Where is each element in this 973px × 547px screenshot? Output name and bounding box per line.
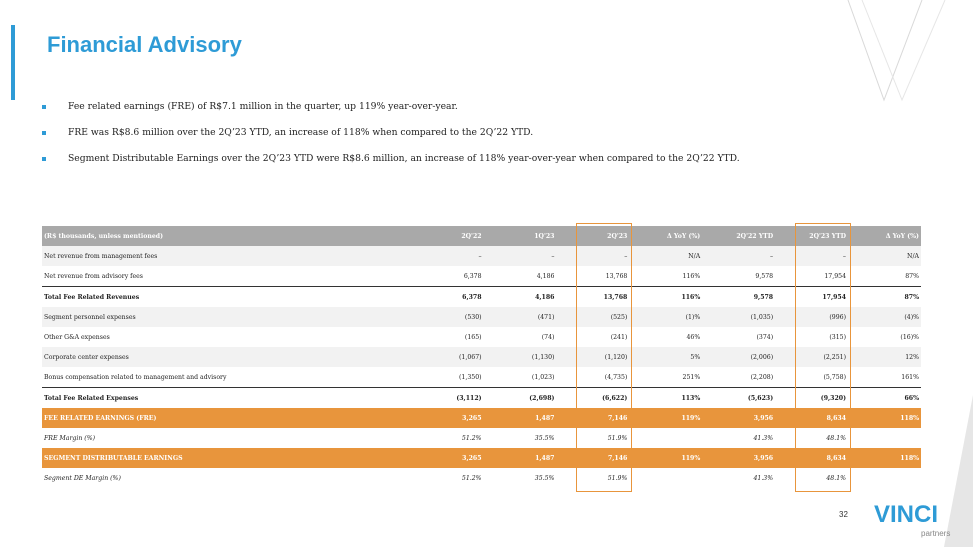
row-label: Net revenue from advisory fees	[44, 272, 143, 280]
table-row	[42, 448, 921, 468]
table-cell: 113%	[629, 388, 702, 409]
table-cell: (1,130)	[484, 347, 557, 367]
table-cell: 8,634	[775, 448, 848, 468]
table-cell: 87%	[905, 272, 919, 280]
table-cell: 51.2%	[461, 434, 482, 442]
table-cell: 66%	[848, 388, 921, 409]
table-cell: 51.9%	[607, 434, 628, 442]
table-cell: 35.5%	[534, 434, 555, 442]
table-cell: (5,623)	[702, 388, 775, 409]
table-cell	[848, 428, 921, 448]
table-cell: 41.3%	[753, 474, 774, 482]
table-cell: 8,634	[775, 408, 848, 428]
table-cell: 4,186	[536, 272, 555, 280]
table-cell: –	[411, 246, 484, 266]
table-cell	[629, 468, 702, 488]
table-cell: (74)	[541, 333, 555, 341]
table-row	[42, 428, 921, 448]
table-row	[42, 266, 921, 287]
table-cell: (525)	[556, 307, 629, 327]
table-cell: –	[702, 246, 775, 266]
table-row	[42, 246, 921, 266]
table-cell: (1,067)	[411, 347, 484, 367]
table-row	[42, 468, 921, 488]
table-cell: 161%	[901, 373, 919, 381]
table-cell: 4,186	[484, 287, 557, 308]
row-label: Corporate center expenses	[42, 347, 411, 367]
table-header-row	[42, 226, 921, 246]
table-cell: 1,487	[484, 448, 557, 468]
table-cell	[629, 428, 702, 448]
table-cell: 17,954	[775, 287, 848, 308]
financial-table	[42, 226, 921, 488]
table-cell: (1,120)	[556, 347, 629, 367]
table-cell: (530)	[411, 307, 484, 327]
row-label: SEGMENT DISTRIBUTABLE EARNINGS	[42, 448, 411, 468]
table-cell: (5,758)	[823, 373, 847, 381]
table-cell: (315)	[829, 333, 847, 341]
table-cell: (4,735)	[604, 373, 628, 381]
bullet-item: Segment Distributable Earnings over the 2Q’23 YTD were R$8.6 million, an increase of 118% year-over-year when compared to the 2Q’22 YTD.	[42, 153, 740, 179]
table-cell: 116%	[629, 287, 702, 308]
bullet-list	[42, 101, 740, 179]
table-row	[42, 347, 921, 367]
header-cell: 2Q'23	[556, 226, 629, 246]
table-cell: (1,023)	[531, 373, 555, 381]
table-cell: (6,622)	[556, 388, 629, 409]
table-cell: 5%	[629, 347, 702, 367]
table-cell: 12%	[848, 347, 921, 367]
table-cell	[848, 468, 921, 488]
row-label: Total Fee Related Revenues	[42, 287, 411, 308]
table-cell: 6,378	[463, 272, 482, 280]
header-cell: 1Q'23	[484, 226, 557, 246]
table-cell: 17,954	[824, 272, 847, 280]
table-cell: 7,146	[556, 408, 629, 428]
table-cell: (471)	[484, 307, 557, 327]
header-cell: 2Q'23 YTD	[775, 226, 848, 246]
table-cell: (1)%	[629, 307, 702, 327]
row-label: Bonus compensation related to management and advisory	[44, 373, 227, 381]
table-cell: –	[775, 246, 848, 266]
table-row	[42, 388, 921, 409]
table-row	[42, 287, 921, 308]
table-row	[42, 367, 921, 388]
bullet-item: Fee related earnings (FRE) of R$7.1 million in the quarter, up 119% year-over-year.	[42, 101, 740, 127]
table-cell: (3,112)	[411, 388, 484, 409]
table-cell: –	[484, 246, 557, 266]
table-cell: 13,768	[556, 287, 629, 308]
table-cell: (374)	[756, 333, 774, 341]
table-cell: 3,265	[411, 448, 484, 468]
table-cell: 41.3%	[753, 434, 774, 442]
header-cell: Δ YoY (%)	[629, 226, 702, 246]
table-cell: 35.5%	[534, 474, 555, 482]
table-cell: 118%	[848, 448, 921, 468]
table-cell: 48.1%	[826, 474, 847, 482]
table-cell: (2,006)	[702, 347, 775, 367]
table-cell: –	[556, 246, 629, 266]
row-label: FEE RELATED EARNINGS (FRE)	[42, 408, 411, 428]
table-cell: 9,578	[702, 287, 775, 308]
table-row	[42, 408, 921, 428]
table-cell: (1,350)	[459, 373, 482, 381]
table-cell: N/A	[848, 246, 921, 266]
table-cell: 119%	[629, 408, 702, 428]
table-cell: (2,208)	[750, 373, 774, 381]
table-cell: (2,698)	[484, 388, 557, 409]
page-title: Financial Advisory	[47, 32, 242, 57]
table-cell: (996)	[775, 307, 848, 327]
table-cell: 13,768	[605, 272, 628, 280]
header-cell: 2Q'22	[411, 226, 484, 246]
table-cell: N/A	[629, 246, 702, 266]
table-cell: 119%	[629, 448, 702, 468]
table-cell: 3,956	[702, 448, 775, 468]
row-label: Segment personnel expenses	[42, 307, 411, 327]
header-cell: (R$ thousands, unless mentioned)	[42, 226, 411, 246]
table-cell: 118%	[848, 408, 921, 428]
table-cell: (1,035)	[702, 307, 775, 327]
row-label: Segment DE Margin (%)	[44, 474, 121, 482]
header-cell: 2Q'22 YTD	[702, 226, 775, 246]
table-cell: 3,265	[411, 408, 484, 428]
row-label: Net revenue from management fees	[42, 246, 411, 266]
vinci-logo: VINCI	[874, 501, 939, 528]
table-cell: 6,378	[411, 287, 484, 308]
table-cell: 9,578	[755, 272, 774, 280]
table-row	[42, 327, 921, 347]
table-cell: (4)%	[848, 307, 921, 327]
page-number: 32	[839, 510, 848, 519]
header-cell: Δ YoY (%)	[848, 226, 921, 246]
table-cell: 251%	[682, 373, 701, 381]
vinci-logo-sub: partners	[921, 529, 951, 538]
table-cell: 87%	[848, 287, 921, 308]
table-cell: (2,251)	[775, 347, 848, 367]
table-row	[42, 307, 921, 327]
table-cell: 1,487	[484, 408, 557, 428]
table-cell: 48.1%	[826, 434, 847, 442]
bullet-item: FRE was R$8.6 million over the 2Q’23 YTD, an increase of 118% when compared to the 2Q’22 YTD.	[42, 127, 740, 153]
table-cell: 46%	[686, 333, 701, 341]
table-cell: 3,956	[702, 408, 775, 428]
table-cell: (241)	[610, 333, 628, 341]
table-cell: (16)%	[900, 333, 919, 341]
row-label: Total Fee Related Expenses	[42, 388, 411, 409]
table-cell: 116%	[682, 272, 701, 280]
table-cell: 51.2%	[461, 474, 482, 482]
row-label: FRE Margin (%)	[44, 434, 96, 442]
table-cell: 51.9%	[607, 474, 628, 482]
table-cell: 7,146	[556, 448, 629, 468]
row-label: Other G&A expenses	[44, 333, 110, 341]
table-cell: (9,320)	[775, 388, 848, 409]
table-cell: (165)	[464, 333, 482, 341]
